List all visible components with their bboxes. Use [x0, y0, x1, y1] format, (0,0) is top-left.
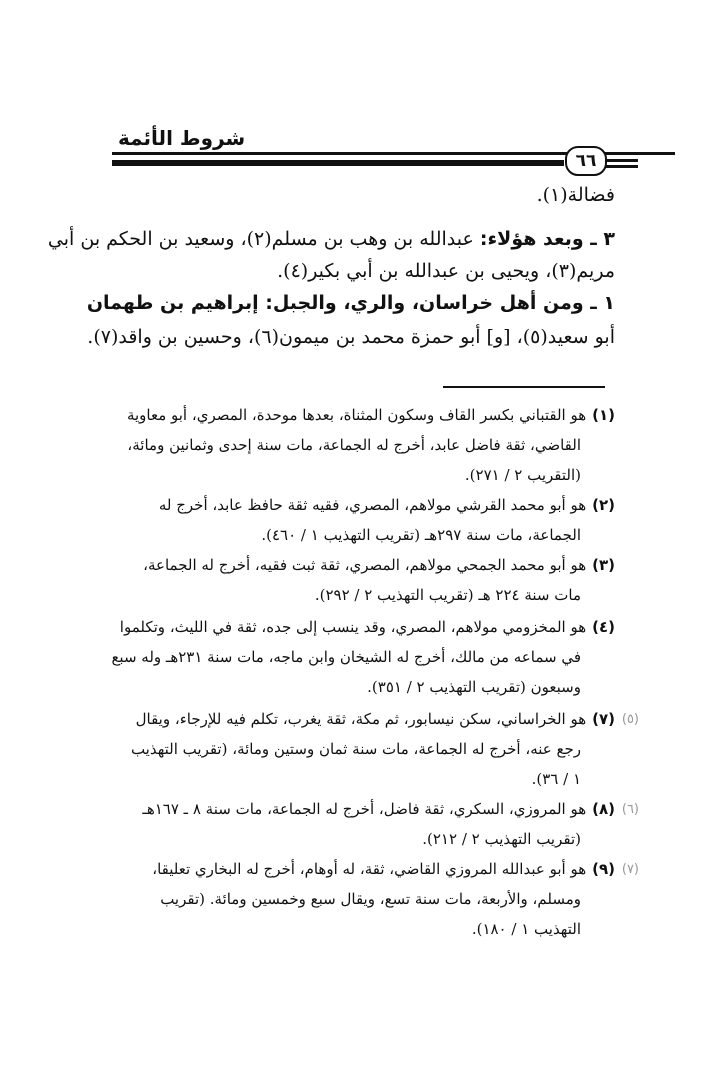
footnote-line: في سماعه من مالك، أخرج له الشيخان وابن ماجه، مات سنة ٢٣١هـ وله سبع	[111, 648, 581, 666]
footnote-number: (٣)	[592, 556, 615, 574]
footnote-line: مات سنة ٢٢٤ هـ (تقريب التهذيب ٢ / ٢٩٢).	[314, 586, 581, 604]
footnote-line: ١ / ٣٦).	[531, 770, 581, 788]
footnote-line: ومسلم، والأربعة، مات سنة تسع، ويقال سبع وخمسين ومائة. (تقريب	[160, 890, 581, 908]
footnote-line: (٧)هو الخراساني، سكن نيسابور، ثم مكة، ثقة يغرب، تكلم فيه للإرجاء، ويقال	[135, 710, 615, 728]
footnote-number: (١)	[592, 406, 615, 424]
footnote	[95, 854, 615, 944]
footnote	[95, 612, 615, 702]
footnote	[95, 490, 615, 550]
header-rule-tail	[606, 159, 638, 162]
footnote-line: وسبعون (تقريب التهذيب ٢ / ٣٥١).	[367, 678, 581, 696]
section-heading: ١ ـ ومن أهل خراسان، والري، والجبل: إبراهيم بن طهمان	[86, 292, 615, 314]
footnote	[95, 550, 615, 610]
footnote-separator	[443, 386, 605, 388]
footnote-number: (٢)	[592, 496, 615, 514]
footnote-line: التهذيب ١ / ١٨٠).	[471, 920, 581, 938]
body-line: فضالة(١).	[536, 184, 615, 206]
margin-annotation: (٧)	[621, 862, 639, 877]
footnote	[95, 794, 615, 854]
section-lead: ٣ ـ وبعد هؤلاء:	[479, 228, 615, 250]
footnote-number: (٩)	[592, 860, 615, 878]
running-title: شروط الأئمة	[118, 126, 246, 150]
header-rule-thick	[112, 160, 564, 166]
footnote-line: القاضي، ثقة فاضل عابد، أخرج له الجماعة، مات سنة إحدى وثمانين ومائة،	[127, 436, 581, 454]
footnote-line: رجع عنه، أخرج له الجماعة، مات سنة ثمان وستين ومائة، (تقريب التهذيب	[130, 740, 581, 758]
body-line: أبو سعيد(٥)، [و] أبو حمزة محمد بن ميمون(٦)، وحسين بن واقد(٧).	[87, 326, 615, 348]
page-number: ٦٦	[565, 146, 607, 176]
footnote-line: (تقريب التهذيب ٢ / ٢١٢).	[422, 830, 581, 848]
body-line: مريم(٣)، ويحيى بن عبدالله بن أبي بكير(٤).	[277, 260, 615, 282]
footnote-line: الجماعة، مات سنة ٢٩٧هـ (تقريب التهذيب ١ / ٤٦٠).	[261, 526, 581, 544]
footnote	[95, 704, 615, 794]
footnote-line: (٨)هو المروزي، السكري، ثقة فاضل، أخرج له الجماعة، مات سنة ٨ ـ ١٦٧هـ	[142, 800, 615, 818]
footnote	[95, 400, 615, 490]
margin-annotation: (٥)	[621, 712, 639, 727]
footnote-number: (٧)	[592, 710, 615, 728]
footnote-line: (٣)هو أبو محمد الجمحي مولاهم، المصري، ثقة ثبت فقيه، أخرج له الجماعة،	[143, 556, 615, 574]
footnote-number: (٨)	[592, 800, 615, 818]
margin-annotation: (٦)	[621, 802, 639, 817]
footnote-line: (٤)هو المخزومي مولاهم، المصري، وقد ينسب إلى جده، ثقة في الليث، وتكلموا	[119, 618, 615, 636]
footnote-line: (١)هو القتباني بكسر القاف وسكون المثناة، بعدها موحدة، المصري، أبو معاوية	[126, 406, 615, 424]
header-rule-tail	[606, 165, 638, 168]
footnote-line: (التقريب ٢ / ٢٧١).	[464, 466, 581, 484]
footnote-line: (٩)هو أبو عبدالله المروزي القاضي، ثقة، له أوهام، أخرج له البخاري تعليقا،	[152, 860, 615, 878]
body-line-text: عبدالله بن وهب بن مسلم(٢)، وسعيد بن الحكم بن أبي	[47, 228, 480, 250]
body-line	[48, 224, 615, 254]
footnote-line: (٢)هو أبو محمد القرشي مولاهم، المصري، فقيه ثقة حافظ عابد، أخرج له	[158, 496, 615, 514]
footnote-number: (٤)	[592, 618, 615, 636]
